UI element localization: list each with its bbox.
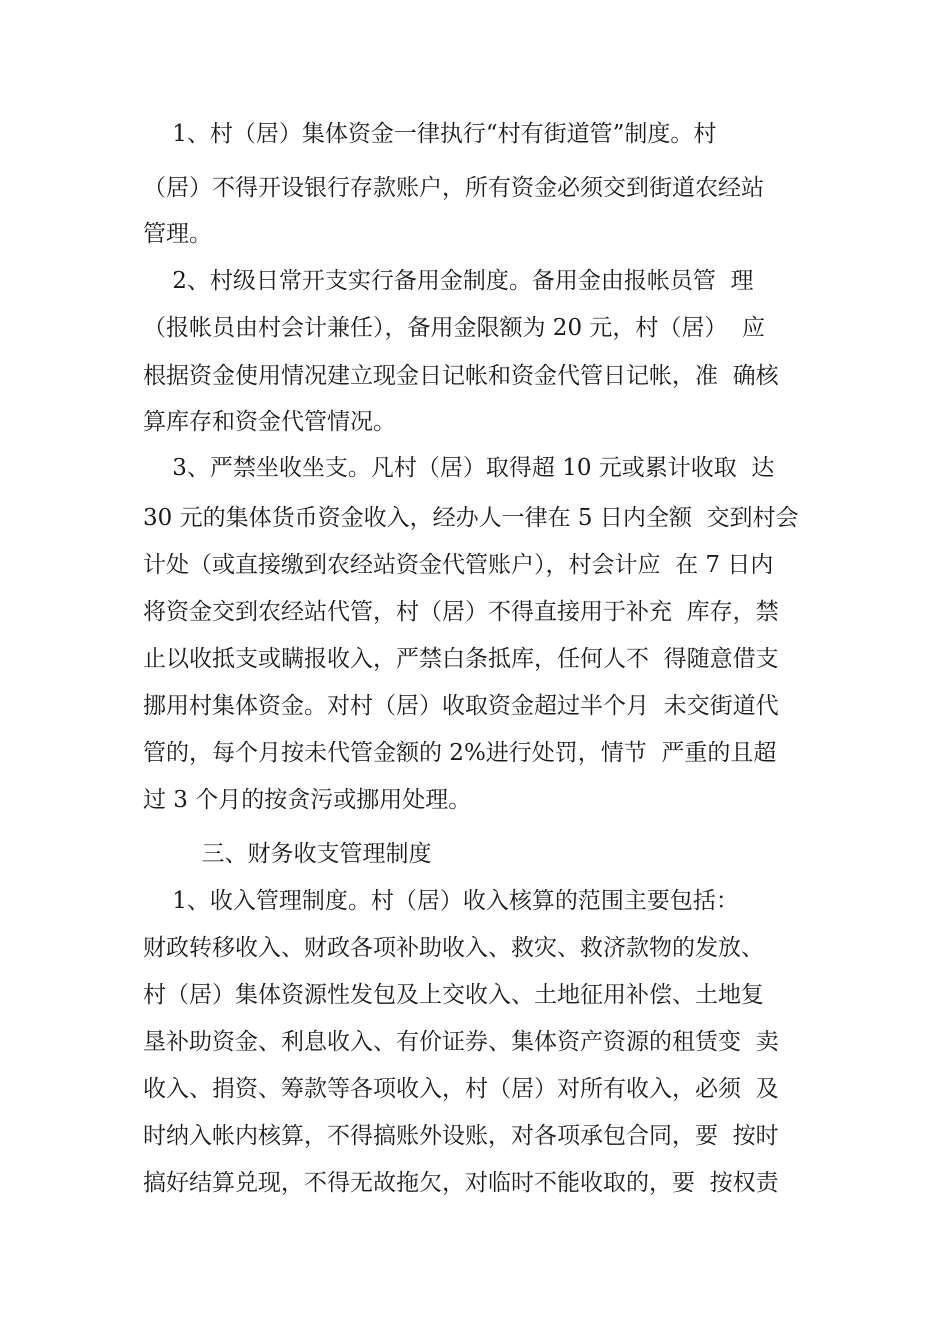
text-line-15: 过 3 个月的按贪污或挪用处理。 [143, 787, 472, 813]
text-line-6: 根据资金使用情况建立现金日记帐和资金代管日记帐，准 确核 [143, 363, 779, 389]
text-line-14: 管的，每个月按未代管金额的 2%进行处罚，情节 严重的且超 [143, 740, 777, 766]
text-line-18: 财政转移收入、财政各项补助收入、救灾、救济款物的发放、 [143, 935, 764, 961]
text-line-23: 搞好结算兑现，不得无故拖欠，对临时不能收取的，要 按权责 [143, 1170, 779, 1196]
text-line-4: 2、村级日常开支实行备用金制度。备用金由报帐员管 理 [143, 268, 754, 294]
text-line-5: （报帐员由村会计兼任），备用金限额为 20 元，村（居） 应 [143, 315, 766, 341]
text-line-8: 3、严禁坐收坐支。凡村（居）取得超 10 元或累计收取 达 [143, 455, 775, 481]
section-heading: 三、财务收支管理制度 [143, 841, 432, 867]
text-line-21: 收入、捐资、筹款等各项收入，村（居）对所有收入，必须 及 [143, 1076, 779, 1102]
text-line-10: 计处（或直接缴到农经站资金代管账户），村会计应 在 7 日内 [143, 552, 774, 578]
text-line-13: 挪用村集体资金。对村（居）收取资金超过半个月 未交街道代 [143, 693, 779, 719]
text-line-22: 时纳入帐内核算，不得搞账外设账，对各项承包合同，要 按时 [143, 1123, 779, 1149]
text-line-12: 止以收抵支或瞒报收入，严禁白条抵库，任何人不 得随意借支 [143, 646, 779, 672]
text-line-1: 1、村（居）集体资金一律执行“村有街道管”制度。村 [143, 121, 717, 147]
text-line-3: 管理。 [143, 221, 212, 247]
text-line-19: 村（居）集体资源性发包及上交收入、土地征用补偿、土地复 [143, 982, 764, 1008]
text-line-9: 30 元的集体货币资金收入，经办人一律在 5 日内全额 交到村会 [143, 505, 799, 531]
text-line-17: 1、收入管理制度。村（居）收入核算的范围主要包括： [143, 888, 739, 914]
text-line-20: 垦补助资金、利息收入、有价证券、集体资产资源的租赁变 卖 [143, 1029, 779, 1055]
text-line-11: 将资金交到农经站代管，村（居）不得直接用于补充 库存，禁 [143, 599, 779, 625]
text-line-2: （居）不得开设银行存款账户，所有资金必须交到街道农经站 [143, 175, 764, 201]
text-line-7: 算库存和资金代管情况。 [143, 409, 396, 435]
